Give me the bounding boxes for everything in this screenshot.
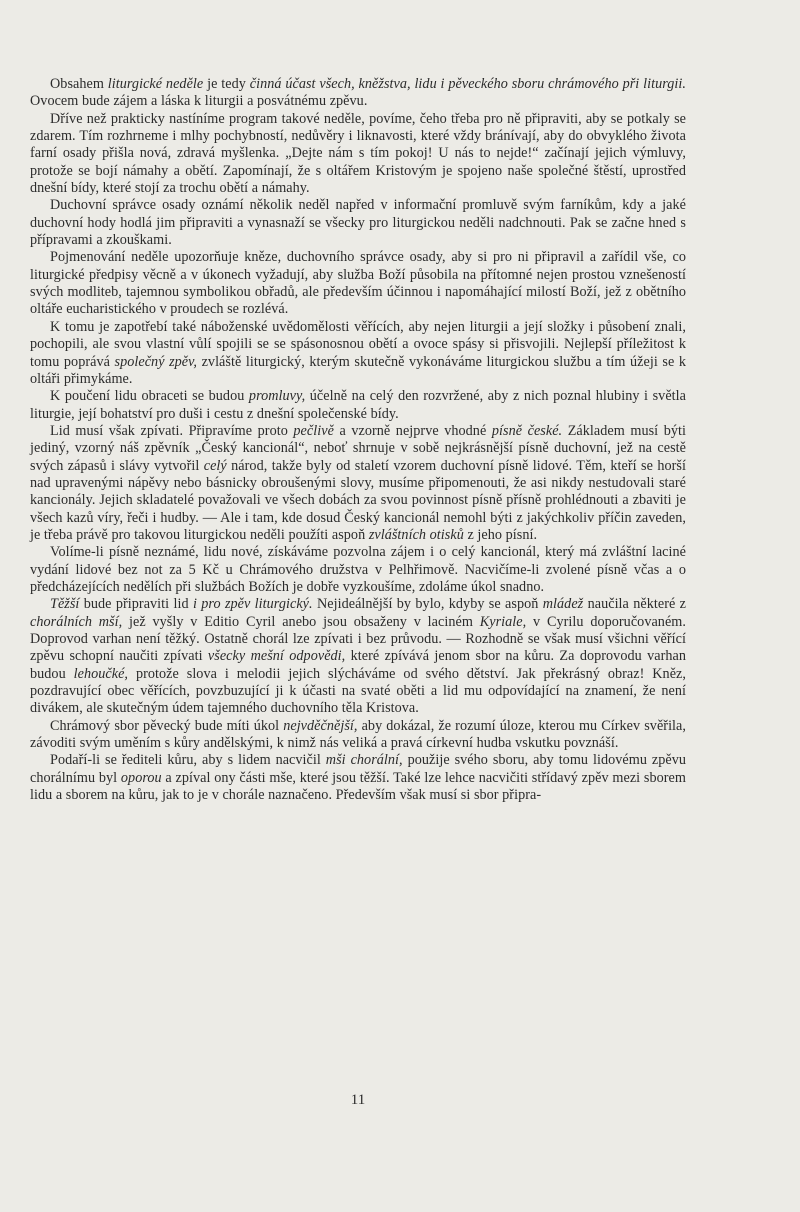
text-run: je tedy <box>203 76 250 92</box>
text-run: zvláště liturgický, kterým skutečně vykonáváme liturgickou službu a tím úžeji se k oltáři přimykáme. <box>30 353 686 387</box>
emphasis-text: nejvděčnější, <box>283 717 358 734</box>
text-run: Volíme-li písně neznámé, lidu nové, získáváme pozvolna zájem i o celý kancionál, který má zvláštní laciné vydání lidové bez not za 5 Kč u Chrámového družstva v Pelhřimově. Nacvičíme-li zvolené písně včas a o předcházejících nedělích při službách Božích je dobře vyzkoušíme, zdoláme úkol snadno. <box>30 544 686 595</box>
text-run: v Cyrilu doporučovaném. Doprovod varhan není těžký. Ostatně chorál lze zpívati i bez průvodu. — Rozhodně se však musí všichni věřící zpěvu schopní naučiti zpívati <box>30 613 686 665</box>
text-run: jež vyšly v Editio Cyril anebo jsou obsaženy v laciném <box>122 613 480 630</box>
text-run: a zpíval ony části mše, které jsou těžší. Také lze lehce nacvičiti střídavý zpěv mezi sborem lidu a sborem na kůru, jak to je v chorále naznačeno. Především však musí si sbor připra- <box>30 769 686 804</box>
page-number: 11 <box>350 1092 366 1108</box>
emphasis-text: činná účast všech, kněžstva, lidu i pěveckého sboru chrámového při liturgii. <box>249 76 686 92</box>
paragraph <box>30 76 686 111</box>
emphasis-text: promluvy, <box>248 388 306 405</box>
body-text <box>30 76 686 804</box>
paragraph <box>30 596 686 717</box>
text-run: Nejideálnější by bylo, kdyby se aspoň <box>312 596 543 613</box>
emphasis-text: pečlivě <box>293 422 334 439</box>
emphasis-text: mládež <box>542 596 584 613</box>
paragraph <box>30 718 686 753</box>
emphasis-text: zvláštních otisků <box>368 526 464 543</box>
paragraph <box>30 111 686 198</box>
emphasis-text: všecky mešní odpovědi, <box>207 648 346 665</box>
text-run: Podaří-li se řediteli kůru, aby s lidem nacvičil <box>50 752 326 769</box>
text-run: účelně na celý den rozvržené, aby z nich poznal hlubiny i světla liturgie, její bohatství pro duši i cestu z dnešní společenské bídy. <box>30 388 686 422</box>
paragraph <box>30 423 686 544</box>
emphasis-text: lehoučké, <box>73 665 129 682</box>
paragraph <box>30 544 686 596</box>
text-run: K poučení lidu obraceti se budou <box>50 388 249 405</box>
paragraph <box>30 319 686 388</box>
emphasis-text: i pro zpěv liturgický. <box>192 596 313 613</box>
paragraph <box>30 249 686 318</box>
emphasis-text: chorálních mší, <box>30 613 123 630</box>
text-run: Pojmenování neděle upozorňuje kněze, duchovního správce osady, aby si pro ni připravil a zařídil vše, co liturgické předpisy věcně a v úkonech vyžadují, aby služba Boží působila na přítomné nejen prostou vznešeností svých modliteb, tajemnou symbolikou obřadů, ale především účinnou i napomáhající milostí Boží, jež z obětního oltáře eucharistického v proudech se rozlévá. <box>30 249 686 318</box>
text-run: Chrámový sbor pěvecký bude míti úkol <box>50 717 284 734</box>
text-run: z jeho písní. <box>463 526 538 543</box>
text-run: Ovocem bude zájem a láska k liturgii a posvátnému zpěvu. <box>30 93 368 110</box>
paragraph <box>30 197 686 249</box>
emphasis-text: písně české. <box>491 422 563 439</box>
emphasis-text: společný zpěv, <box>114 353 198 370</box>
paragraph <box>30 388 686 423</box>
text-run: použije svého sboru, aby tomu lidovému zpěvu chorálnímu byl <box>30 752 687 786</box>
emphasis-text: oporou <box>120 769 162 786</box>
text-run: Duchovní správce osady oznámí několik neděl napřed v informační promluvě svým farníkům, kdy a jaké duchovní hody hodlá jim připraviti a vynasnaží se všecky pro liturgickou neděli nadchnouti. Pak se začne hned s přípravami a zkouškami. <box>30 197 686 249</box>
text-run: a vzorně nejprve vhodné <box>333 422 492 439</box>
text-run: Základem musí býti jediný, vzorný náš zpěvník „Český kancionál“, neboť shrnuje v sobě nejkrásnější písně duchovní, jež na cestě svých zápasů i slávy vytvořil <box>30 422 686 474</box>
text-run: bude připraviti lid <box>79 596 193 613</box>
text-run: aby dokázal, že rozumí úloze, kterou mu Církev svěřila, závoditi svým uměním s kůry andělskými, k nimž nás veliká a pravá církevní hudba vskutku povznáší. <box>30 717 686 752</box>
text-run: národ, takže byly od staletí vzorem duchovní písně lidové. Těm, kteří se horší nad upravenými nápěvy nebo básnicky obroušenými slovy, musíme připomenouti, že asi nikdy nestudovali staré kancionály. Jejich skladatelé považovali ve všech dobách za svou povinnost písně přísně prohlédnouti a zbaviti je všech kazů víry, řeči i hudby. — Ale i tam, kde dosud Český kancionál nemohl býti z jakýchkoliv příčin zaveden, je třeba právě pro takovou liturgickou neděli použíti aspoň <box>30 457 686 543</box>
text-run: naučila některé z <box>583 596 686 613</box>
text-run: které zpívává jenom sbor na kůru. Za doprovodu varhan budou <box>30 648 686 682</box>
emphasis-text: Kyriale, <box>479 613 527 630</box>
text-run: Lid musí však zpívati. Připravíme proto <box>50 422 294 439</box>
emphasis-text: celý <box>203 457 227 474</box>
text-run: Dříve než prakticky nastíníme program takové neděle, povíme, čeho třeba pro ně připraviti, aby se potkaly se zdarem. Tím rozhrneme i mlhy pochybností, nedůvěry i liknavosti, které vždy bránívají, aby do obvyklého života farní osady přišla nová, zdravá myšlenka. „Dejte nám s tím pokoj! U nás to nejde!“ začínají jejich výmluvy, protože se bojí námahy a obětí. Zapomínají, že s oltářem Kristovým je spojeno naše společné štěstí, uprostřed dnešní bídy, které stojí za trochu obětí a námahy. <box>30 110 686 197</box>
emphasis-text: liturgické neděle <box>107 76 204 92</box>
paragraph <box>30 752 686 804</box>
emphasis-text: mši chorální, <box>325 752 403 769</box>
text-run: protože slova i melodii jejich slýcháváme od svého dětství. Jak překrásný obraz! Kněz, pozdravující obec věřících, povzbuzující ji k účasti na svaté oběti a lid mu odpovídající na znamení, že není divákem, ale skutečným údem tajemného duchovního těla Kristova. <box>30 665 686 717</box>
text-run: Obsahem <box>50 76 108 92</box>
emphasis-text: Těžší <box>50 596 80 613</box>
text-run: K tomu je zapotřebí také náboženské uvědomělosti věřících, aby nejen liturgii a její složky i působení znali, pochopili, ale svou vlastní vůlí spojili se se spásonosnou obětí a ovoce spásy si přisvojili. Nejlepší příležitost k tomu poprává <box>30 318 686 370</box>
